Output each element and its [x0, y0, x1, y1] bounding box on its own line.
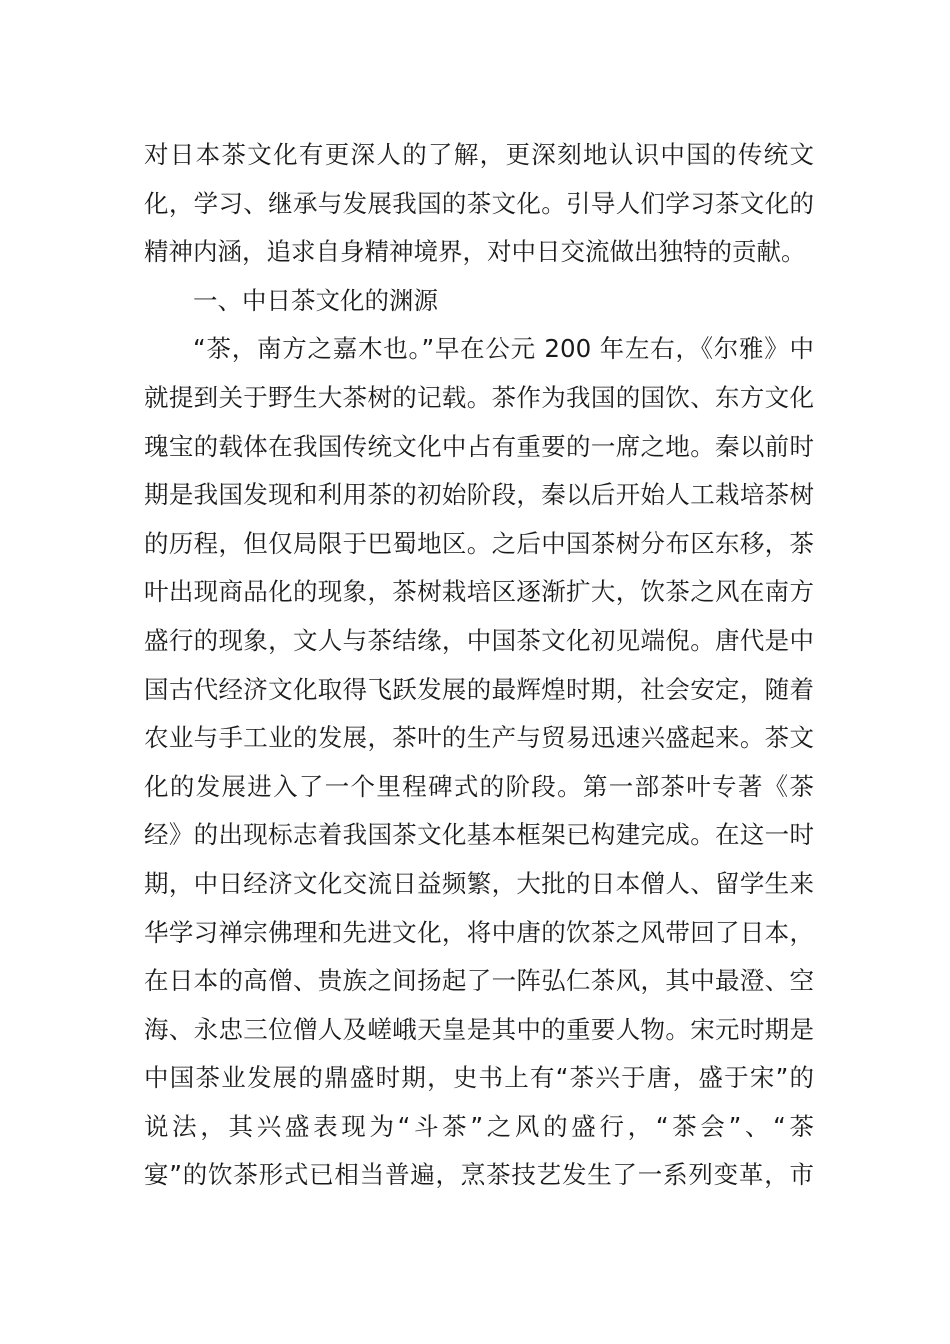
text-line: 海、永忠三位僧人及嵯峨天皇是其中的重要人物。宋元时期是	[144, 1014, 814, 1044]
text-line: 宴”的饮茶形式已相当普遍，烹茶技艺发生了一系列变革，市	[144, 1160, 814, 1190]
text-line: 在日本的高僧、贵族之间扬起了一阵弘仁茶风，其中最澄、空	[144, 966, 814, 996]
text-line: 农业与手工业的发展，茶叶的生产与贸易迅速兴盛起来。茶文	[144, 723, 814, 753]
text-line: 中国茶业发展的鼎盛时期，史书上有“茶兴于唐，盛于宋”的	[144, 1063, 814, 1093]
text-line: 华学习禅宗佛理和先进文化，将中唐的饮茶之风带回了日本，	[144, 917, 814, 947]
text-line: 叶出现商品化的现象，茶树栽培区逐渐扩大，饮茶之风在南方	[144, 577, 814, 607]
text-line: 瑰宝的载体在我国传统文化中占有重要的一席之地。秦以前时	[144, 431, 814, 461]
text-line: 就提到关于野生大茶树的记载。茶作为我国的国饮、东方文化	[144, 382, 814, 412]
text-line: 盛行的现象，文人与茶结缘，中国茶文化初见端倪。唐代是中	[144, 625, 814, 655]
text-line: 期，中日经济文化交流日益频繁，大批的日本僧人、留学生来	[144, 868, 814, 898]
text-line: 化的发展进入了一个里程碑式的阶段。第一部茶叶专著《茶	[144, 771, 814, 801]
text-line: 对日本茶文化有更深人的了解，更深刻地认识中国的传统文	[144, 140, 814, 169]
section-heading: 一、中日茶文化的渊源	[193, 285, 438, 315]
text-line: 的历程，但仅局限于巴蜀地区。之后中国茶树分布区东移，茶	[144, 528, 814, 558]
text-line: 国古代经济文化取得飞跃发展的最辉煌时期，社会安定，随着	[144, 674, 814, 704]
text-line: 期是我国发现和利用茶的初始阶段，秦以后开始人工栽培茶树	[144, 480, 814, 510]
text-line: 经》的出现标志着我国茶文化基本框架已构建完成。在这一时	[144, 820, 814, 850]
body-text	[144, 131, 814, 1200]
text-line: “茶，南方之嘉木也。”早在公元 200 年左右，《尔雅》中	[193, 334, 814, 364]
text-line: 说法，其兴盛表现为“斗茶”之风的盛行，“茶会”、“茶	[144, 1111, 814, 1141]
text-line: 化，学习、继承与发展我国的茶文化。引导人们学习茶文化的	[144, 188, 814, 218]
text-line: 精神内涵，追求自身精神境界，对中日交流做出独特的贡献。	[144, 237, 806, 267]
